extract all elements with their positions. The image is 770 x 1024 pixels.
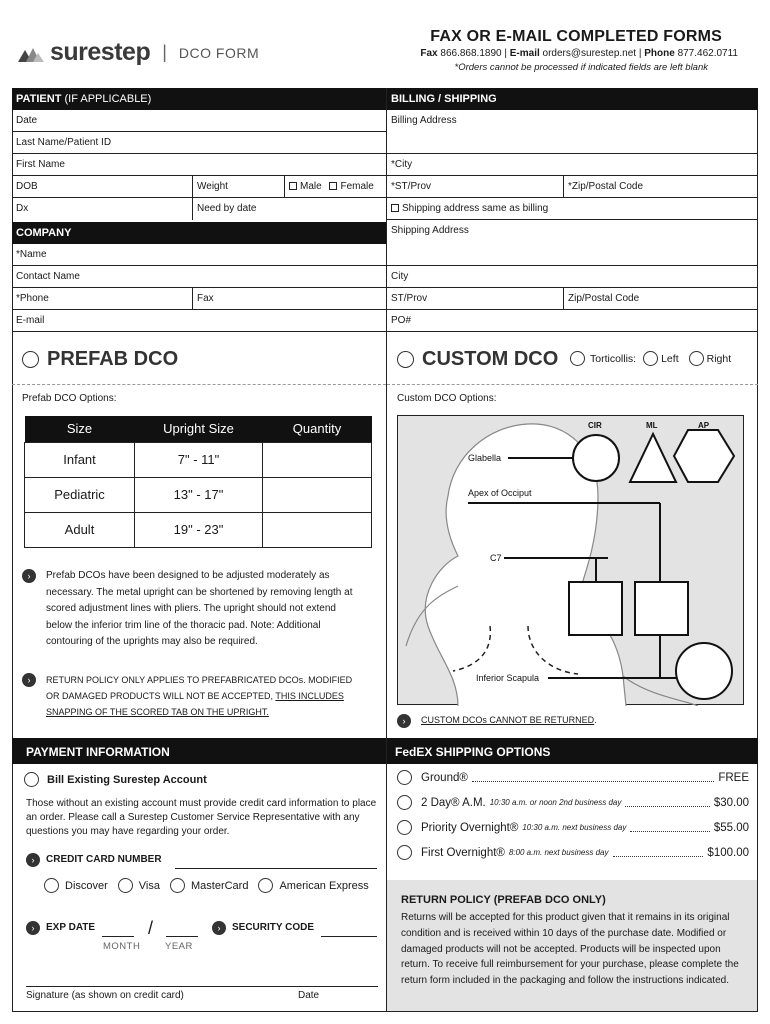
- return-policy-text: Returns will be accepted for this product given that it remains in its original condition and is received within 10 days of the purchase date. Modified or damaged products will not be accepted. Products will be inspected upon return. To receive full reimbursement for your purchase, please complete the return form included in the packaging and follow the instructions indicated.: [401, 912, 739, 987]
- company-fax-field[interactable]: [192, 288, 386, 309]
- prefab-note-2-text: [46, 672, 362, 720]
- torticollis-label: Torticollis:: [590, 352, 637, 365]
- form-header: [0, 0, 770, 88]
- chevron-right-icon: ›: [22, 569, 36, 583]
- ship-first-sub: 8:00 a.m. next business day: [508, 848, 609, 857]
- cc-number-label: CREDIT CARD NUMBER: [46, 854, 162, 865]
- ship-ground-price: FREE: [718, 771, 749, 784]
- company-email-label: E-mail: [16, 315, 45, 326]
- patient-date-label: Date: [16, 115, 38, 126]
- ship-first-option[interactable]: [397, 845, 749, 860]
- shipping-zip-label: Zip/Postal Code: [568, 293, 640, 304]
- custom-options-label: Custom DCO Options:: [397, 393, 497, 404]
- cir-circle-shape: [573, 435, 619, 481]
- phone-number: 877.462.0711: [677, 48, 738, 59]
- ship-first-price: $100.00: [707, 846, 749, 859]
- billing-zip-label: *Zip/Postal Code: [568, 181, 644, 192]
- ship-priority-price: $55.00: [713, 821, 749, 834]
- patient-heading: [12, 88, 386, 110]
- prefab-dotted-divider: [12, 384, 386, 385]
- shipping-city-field[interactable]: [387, 266, 758, 288]
- custom-no-return-underlined: CUSTOM DCOs CANNOT BE RETURNED: [421, 715, 595, 725]
- signature-input[interactable]: [26, 986, 378, 987]
- prefab-radio[interactable]: [22, 351, 39, 368]
- ship-2day-radio[interactable]: [397, 795, 412, 810]
- bill-existing-radio[interactable]: [24, 772, 39, 787]
- shipping-city-label: City: [391, 271, 409, 282]
- phone-label: Phone: [644, 48, 675, 59]
- signature-label: Signature (as shown on credit card): [26, 990, 184, 1001]
- company-contact-field[interactable]: [12, 266, 386, 288]
- signature-date-label: Date: [298, 990, 320, 1001]
- shipping-zip-field[interactable]: [563, 288, 758, 309]
- upright-cell: 7" - 11": [135, 442, 263, 477]
- female-checkbox[interactable]: [329, 182, 337, 190]
- shipping-address-label: Shipping Address: [391, 225, 469, 236]
- torticollis-right-radio[interactable]: [689, 351, 704, 366]
- logo-separator: |: [162, 42, 167, 62]
- exp-month-input[interactable]: [102, 936, 134, 937]
- ml-triangle-shape: [630, 434, 676, 482]
- ship-2day-sub: 10:30 a.m. or noon 2nd business day: [489, 798, 622, 807]
- ml-square-shape: [635, 582, 688, 635]
- upright-header: Upright Size: [135, 416, 263, 442]
- head-diagram-svg: [398, 416, 745, 706]
- shipping-heading: FedEX SHIPPING OPTIONS: [387, 738, 758, 764]
- company-fax-label: Fax: [197, 293, 214, 304]
- chevron-right-icon: ›: [26, 921, 40, 935]
- torticollis-radio[interactable]: [570, 351, 585, 366]
- po-field[interactable]: [387, 310, 758, 332]
- prefab-option[interactable]: [22, 348, 178, 371]
- table-row: [25, 512, 372, 547]
- billing-st-row: [387, 176, 758, 198]
- c7-square-shape: [569, 582, 622, 635]
- prefab-note-2-underlined: THIS INCLUDES SNAPPING OF THE SCORED TAB ON THE UPRIGHT.: [46, 691, 344, 717]
- custom-radio[interactable]: [397, 351, 414, 368]
- company-phone-row: [12, 288, 386, 310]
- prefab-note-2: [22, 672, 362, 720]
- fax-number: 866.868.1890: [440, 48, 502, 59]
- male-label: Male: [300, 181, 322, 192]
- return-policy-title: RETURN POLICY (PREFAB DCO ONLY): [401, 894, 606, 906]
- chevron-right-icon: ›: [26, 853, 40, 867]
- custom-option[interactable]: [397, 348, 558, 371]
- patient-heading-sub: (IF APPLICABLE): [64, 93, 152, 105]
- fax-label: Fax: [420, 48, 438, 59]
- patient-heading-text: PATIENT: [16, 93, 62, 105]
- security-code-input[interactable]: [321, 936, 377, 937]
- mastercard-radio[interactable]: [170, 878, 185, 893]
- chevron-right-icon: ›: [397, 714, 411, 728]
- ap-hexagon-shape: [674, 430, 734, 482]
- upright-cell: 13" - 17": [135, 477, 263, 512]
- company-name-label: *Name: [16, 249, 47, 260]
- patient-dx-row: [12, 198, 386, 220]
- table-row: [25, 442, 372, 477]
- ship-ground-name: Ground®: [421, 771, 468, 784]
- size-cell: Pediatric: [25, 477, 135, 512]
- quantity-cell[interactable]: [263, 442, 372, 477]
- billing-st-label: *ST/Prov: [391, 181, 432, 192]
- logo: [18, 38, 259, 67]
- surestep-logo-icon: [18, 44, 44, 62]
- inferior-circle-shape: [676, 643, 732, 699]
- billing-city-field[interactable]: [387, 154, 758, 176]
- patient-weight-field[interactable]: [192, 176, 284, 197]
- patient-lastname-label: Last Name/Patient ID: [16, 137, 112, 148]
- payment-info-text: Those without an existing account must provide credit card information to place an order. Please call a Surestep Customer Service Representative with any questions you may have regarding your order.: [26, 798, 377, 837]
- year-label: YEAR: [165, 941, 193, 952]
- ship-ground-option[interactable]: [397, 770, 749, 785]
- patient-dob-label: DOB: [16, 181, 38, 192]
- shipping-st-row: [387, 288, 758, 310]
- exp-date-row: [26, 920, 95, 935]
- ship-priority-dots: [630, 823, 709, 832]
- bill-existing-label: Bill Existing Surestep Account: [47, 773, 207, 786]
- custom-title: CUSTOM DCO: [422, 348, 559, 370]
- ship-priority-option[interactable]: [397, 820, 749, 835]
- prefab-note-2-plain: RETURN POLICY ONLY APPLIES TO PREFABRICATED DCOs. MODIFIED OR DAMAGED PRODUCTS WILL NOT BE ACCEPTED,: [46, 675, 353, 701]
- ship-priority-radio[interactable]: [397, 820, 412, 835]
- patient-dx-label: Dx: [16, 203, 29, 214]
- apex-label: Apex of Occiput: [468, 488, 532, 498]
- ship-2day-price: $30.00: [713, 796, 749, 809]
- security-code-label: SECURITY CODE: [232, 922, 315, 933]
- same-as-billing-row: [387, 198, 758, 220]
- same-as-billing-checkbox[interactable]: [391, 204, 399, 212]
- contact-line: Fax 866.868.1890 | E-mail orders@surestep.net | Phone 877.462.0711: [420, 48, 738, 59]
- male-checkbox[interactable]: [289, 182, 297, 190]
- torticollis-left-radio[interactable]: [643, 351, 658, 366]
- prefab-options-label: Prefab DCO Options:: [22, 393, 117, 404]
- bill-existing-option[interactable]: [24, 772, 207, 787]
- ship-ground-radio[interactable]: [397, 770, 412, 785]
- upright-cell: 19" - 23": [135, 512, 263, 547]
- inferior-label: Inferior Scapula: [476, 673, 540, 683]
- ship-first-dots: [613, 848, 704, 857]
- same-as-billing-label: Shipping address same as billing: [402, 203, 549, 214]
- chevron-right-icon: ›: [22, 673, 36, 687]
- exp-date-label: EXP DATE: [46, 922, 96, 933]
- measurement-diagram: [397, 415, 744, 705]
- return-policy-box: [387, 880, 757, 1011]
- quantity-header: Quantity: [263, 416, 372, 442]
- exp-year-input[interactable]: [166, 936, 198, 937]
- month-label: MONTH: [103, 941, 141, 952]
- cir-label: CIR: [588, 421, 602, 430]
- form-subtitle: DCO FORM: [178, 44, 260, 61]
- company-phone-label: *Phone: [16, 293, 49, 304]
- patient-weight-label: Weight: [197, 181, 228, 192]
- patient-lastname-field[interactable]: [12, 132, 386, 154]
- ap-label: AP: [698, 421, 710, 430]
- table-row: [25, 477, 372, 512]
- size-cell: Infant: [25, 442, 135, 477]
- torticollis-left-label: Left: [661, 352, 679, 365]
- quantity-cell[interactable]: [263, 512, 372, 547]
- prefab-note-1: [22, 568, 362, 651]
- amex-label: American Express: [279, 879, 369, 892]
- brand-name: surestep: [50, 38, 151, 66]
- patient-firstname-field[interactable]: [12, 154, 386, 176]
- billing-city-label: *City: [391, 159, 413, 170]
- company-contact-label: Contact Name: [16, 271, 80, 282]
- size-header: Size: [25, 416, 135, 442]
- custom-no-return-text: CUSTOM DCOs CANNOT BE RETURNED.: [421, 715, 597, 725]
- required-note: *Orders cannot be processed if indicated fields are left blank: [454, 62, 708, 73]
- patient-date-field[interactable]: [12, 110, 386, 132]
- billing-address-field[interactable]: [387, 110, 758, 154]
- fax-title: FAX OR E-MAIL COMPLETED FORMS: [430, 28, 722, 45]
- ship-first-name: First Overnight®: [421, 846, 505, 859]
- ship-priority-name: Priority Overnight®: [421, 821, 519, 834]
- patient-dob-row: [12, 176, 386, 198]
- email-address: orders@surestep.net: [542, 48, 637, 59]
- visa-label: Visa: [138, 879, 160, 892]
- quantity-cell[interactable]: [263, 477, 372, 512]
- mastercard-label: MasterCard: [191, 879, 249, 892]
- billing-zip-field[interactable]: [563, 176, 758, 197]
- ship-ground-dots: [472, 773, 714, 782]
- payment-heading: PAYMENT INFORMATION: [12, 738, 386, 764]
- c7-label: C7: [490, 553, 502, 563]
- torticollis-group: [570, 351, 731, 366]
- discover-label: Discover: [65, 879, 108, 892]
- email-label: E-mail: [509, 48, 540, 59]
- amex-radio[interactable]: [258, 878, 273, 893]
- billing-address-label: Billing Address: [391, 115, 457, 126]
- prefab-size-table: [24, 416, 372, 548]
- patient-needby-field[interactable]: [192, 198, 386, 220]
- visa-radio[interactable]: [118, 878, 133, 893]
- security-code-row: [212, 920, 314, 935]
- glabella-label: Glabella: [468, 453, 502, 463]
- billing-heading: BILLING / SHIPPING: [387, 88, 758, 110]
- chevron-right-icon: ›: [212, 921, 226, 935]
- company-heading: COMPANY: [12, 222, 386, 244]
- company-email-field[interactable]: [12, 310, 386, 332]
- ship-2day-dots: [625, 798, 709, 807]
- ship-2day-name: 2 Day® A.M.: [421, 796, 486, 809]
- company-name-field[interactable]: [12, 244, 386, 266]
- ship-first-radio[interactable]: [397, 845, 412, 860]
- patient-sex-field: [284, 176, 386, 197]
- custom-no-return-note: [397, 713, 737, 728]
- cc-number-input[interactable]: [175, 868, 377, 869]
- patient-needby-label: Need by date: [197, 203, 257, 214]
- exp-slash: /: [148, 918, 154, 938]
- custom-dotted-divider: [387, 384, 758, 385]
- patient-firstname-label: First Name: [16, 159, 65, 170]
- torticollis-right-label: Right: [706, 352, 732, 365]
- female-label: Female: [340, 181, 374, 192]
- prefab-title: PREFAB DCO: [47, 348, 179, 370]
- card-type-group: [44, 878, 369, 893]
- size-cell: Adult: [25, 512, 135, 547]
- shipping-st-label: ST/Prov: [391, 293, 428, 304]
- shipping-address-field[interactable]: [387, 220, 758, 266]
- cc-number-row: [26, 852, 162, 867]
- ship-2day-option[interactable]: [397, 795, 749, 810]
- prefab-note-1-text: Prefab DCOs have been designed to be adjusted moderately as necessary. The metal upright can be shortened by removing length at scored adjustment lines with pliers. The upright should not extend below the inferior trim line of the thoracic pad. Note: Additional contouring of the uprights may also be required.: [46, 570, 353, 647]
- ml-label: ML: [646, 421, 658, 430]
- ship-priority-sub: 10:30 a.m. next business day: [522, 823, 627, 832]
- discover-radio[interactable]: [44, 878, 59, 893]
- po-label: PO#: [391, 315, 412, 326]
